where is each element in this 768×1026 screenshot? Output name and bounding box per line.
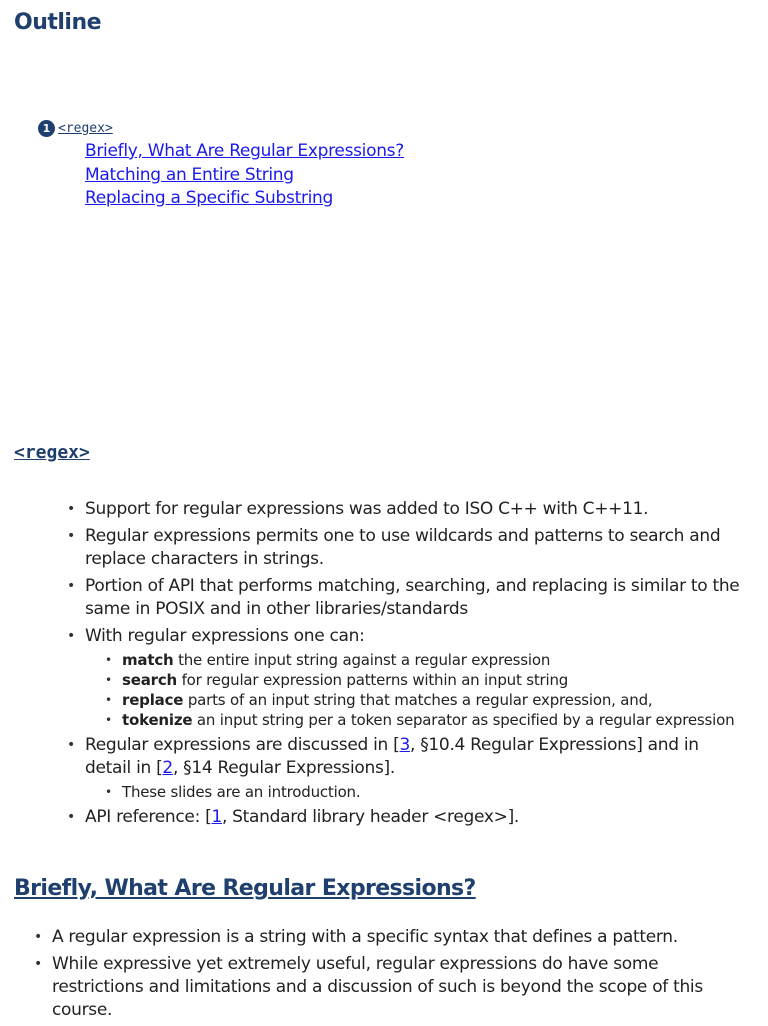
sub-item-text: an input string per a token separator as specified by a regular expression — [192, 711, 735, 729]
outline-sub-item — [85, 187, 404, 211]
keyword-match: match — [122, 651, 174, 669]
list-item-text: With regular expressions one can: — [85, 626, 365, 646]
sub-list-item — [122, 710, 745, 730]
briefly-heading-link[interactable]: Briefly, What Are Regular Expressions? — [14, 876, 476, 901]
text-segment: , §10.4 Regular Expressions] and in detail in [ — [85, 735, 699, 778]
sub-item-text: for regular expression patterns within an input string — [177, 671, 569, 689]
list-item: • Portion of API that performs matching, searching, and replacing is similar to the same in POSIX and in other libraries/standards — [85, 575, 745, 621]
regex-heading-link[interactable]: <regex> — [14, 442, 90, 463]
outline-sub-list — [85, 140, 404, 211]
list-item — [85, 734, 745, 802]
list-item: • Regular expressions permits one to use wildcards and patterns to search and replace characters in strings. — [85, 525, 745, 571]
keyword-tokenize: tokenize — [122, 711, 193, 729]
outline-link-matching[interactable]: Matching an Entire String — [85, 164, 294, 185]
outline-sub-item — [85, 164, 404, 188]
keyword-search: search — [122, 671, 177, 689]
outline-sub-item — [85, 140, 404, 164]
list-item — [85, 625, 745, 730]
reference-link-2[interactable]: 2 — [162, 758, 173, 778]
briefly-bullet-list — [52, 926, 732, 1026]
text-segment: , §14 Regular Expressions]. — [172, 758, 395, 778]
text-segment: , Standard library header <regex>]. — [221, 807, 520, 827]
outline-title: Outline — [14, 10, 102, 35]
outline-link-replacing[interactable]: Replacing a Specific Substring — [85, 188, 334, 208]
sub-item-text: the entire input string against a regular expression — [173, 651, 551, 669]
capability-sub-list — [122, 650, 745, 730]
reference-link-1[interactable]: 1 — [211, 807, 222, 827]
list-item: • While expressive yet extremely useful, regular expressions do have some restrictions and limitations and a discussion of such is beyond the scope of this course. — [52, 953, 732, 1022]
outline-link-briefly[interactable]: Briefly, What Are Regular Expressions? — [85, 141, 404, 161]
text-segment: API reference: [ — [85, 807, 212, 827]
sub-list-item — [122, 650, 745, 670]
text-segment: Regular expressions are discussed in [ — [85, 735, 400, 755]
number-badge-icon: 1 — [38, 120, 55, 137]
sub-list-item — [122, 670, 745, 690]
list-item: • Support for regular expressions was added to ISO C++ with C++11. — [85, 498, 745, 521]
list-item — [85, 806, 745, 829]
discussion-sub-list — [122, 782, 745, 802]
regex-section-heading — [14, 442, 90, 463]
sub-list-item — [122, 690, 745, 710]
regex-bullet-list — [85, 498, 745, 833]
outline-item-regex — [38, 120, 113, 137]
outline-link-regex[interactable]: <regex> — [58, 121, 113, 136]
keyword-replace: replace — [122, 691, 184, 709]
briefly-section-heading — [14, 876, 476, 901]
sub-item-text: parts of an input string that matches a regular expression, and, — [183, 691, 653, 709]
reference-link-3[interactable]: 3 — [399, 735, 410, 755]
list-item: • A regular expression is a string with a specific syntax that defines a pattern. — [52, 926, 732, 949]
sub-list-item: • These slides are an introduction. — [122, 782, 745, 802]
